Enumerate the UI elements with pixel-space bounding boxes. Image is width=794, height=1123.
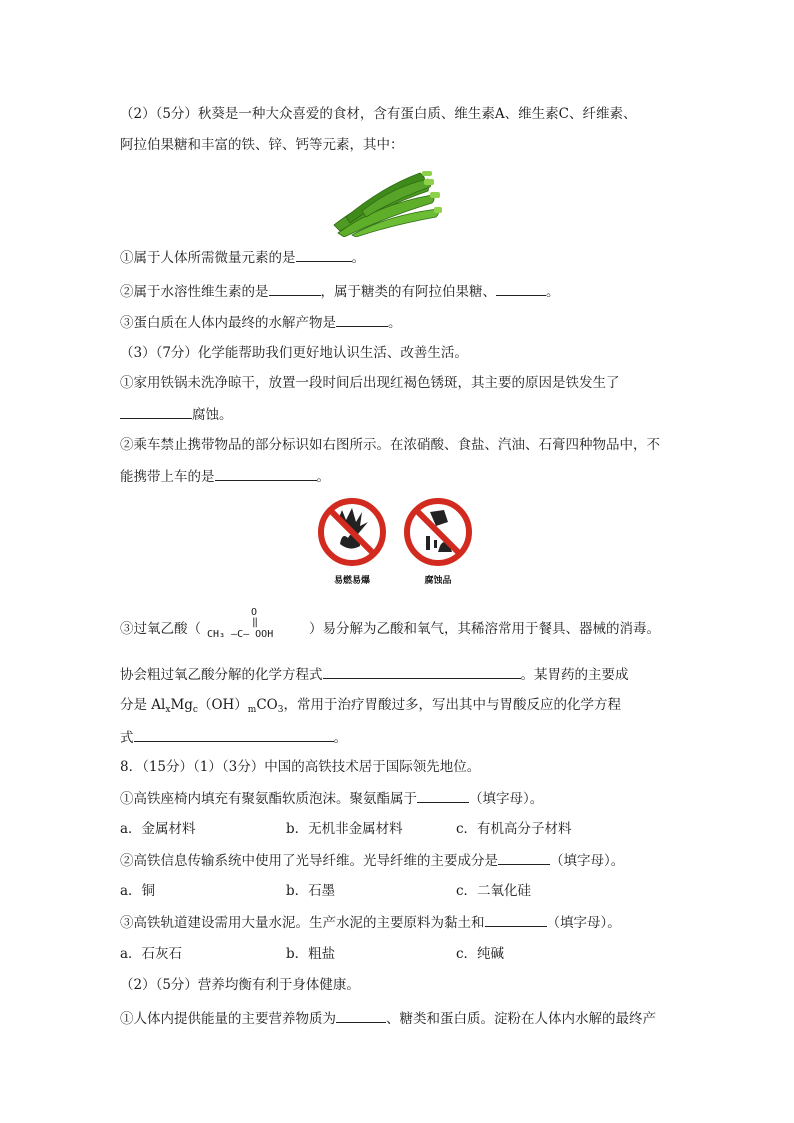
answer-blank[interactable] [269, 281, 321, 296]
q8-item1: ①高铁座椅内填充有聚氨酯软质泡沫。聚氨酯属于 （填字母）。 [120, 788, 543, 809]
option-b[interactable]: b．石墨 [286, 883, 336, 899]
option-b[interactable]: b．粗盐 [286, 946, 336, 962]
hazard-signs-image [318, 496, 478, 592]
q8-heading: 8．（15分）（1）（3分）中国的高铁技术居于国际领先地位。 [120, 759, 481, 775]
option-b[interactable]: b．无机非金属材料 [286, 821, 403, 837]
q7-part3-item2-line1: ②乘车禁止携带物品的部分标识如右图所示。在浓硝酸、食盐、汽油、石膏四种物品中，不 [120, 437, 660, 453]
q7-part3-item3-line1: ③过氧乙酸（ ）易分解为乙酸和氧气，其稀溶常用于餐具、器械的消毒。 [120, 621, 660, 637]
answer-blank[interactable] [336, 312, 388, 327]
q7-part3-item1-line1: ①家用铁锅未洗净晾干，放置一段时间后出现红褐色锈斑，其主要的原因是铁发生了 [120, 375, 620, 391]
answer-blank[interactable] [120, 404, 192, 419]
sign1-caption: 易燃易爆 [333, 576, 371, 586]
option-a[interactable]: a．石灰石 [120, 946, 183, 962]
option-c[interactable]: c．纯碱 [456, 946, 505, 962]
q7-part2-intro-line1: （2）（5分）秋葵是一种大众喜爱的食材，含有蛋白质、维生素A、维生素C、纤维素、 [120, 106, 637, 122]
answer-blank[interactable] [485, 912, 547, 927]
peracetic-acid-structural-formula [205, 607, 315, 645]
q8-part2-intro: （2）（5分）营养均衡有利于身体健康。 [120, 977, 360, 993]
q7-part2-intro-line2: 阿拉伯果糖和丰富的铁、锌、钙等元素，其中： [120, 137, 404, 153]
q8-item3-options [120, 944, 504, 964]
q7-part2-item3: ③蛋白质在人体内最终的水解产物是 。 [120, 312, 402, 333]
q8-item2: ②高铁信息传输系统中使用了光导纤维。光导纤维的主要成分是 （填字母）。 [120, 850, 624, 871]
q8-part2-item1: ①人体内提供能量的主要营养物质为 、糖类和蛋白质。淀粉在人体内水解的最终产 [120, 1008, 656, 1029]
q8-item2-options [120, 881, 531, 901]
answer-blank[interactable] [215, 466, 317, 481]
q7-part2-item2: ②属于水溶性维生素的是 ，属于糖类的有阿拉伯果糖、 。 [120, 281, 560, 302]
explosive-sign-icon [321, 501, 383, 586]
answer-blank[interactable] [134, 727, 334, 742]
corrosive-sign-icon [407, 501, 469, 586]
q7-part3-intro: （3）（7分）化学能帮助我们更好地认识生活、改善生活。 [120, 345, 468, 361]
sign2-caption: 腐蚀品 [424, 576, 452, 586]
q7-part3-item1-line2: 腐蚀。 [120, 404, 233, 425]
q7-part3-item3-line3: 分是 $Al_xMg_c(OH)_mCO_3$，常用于治疗胃酸过多，写出其中与胃酸反应的化学方程 [120, 697, 621, 715]
formula-double-bond: ‖ [252, 617, 259, 628]
q7-part3-item3-line2: 协会粗过氧乙酸分解的化学方程式 。某胃药的主要成 [120, 664, 629, 685]
answer-blank[interactable] [417, 788, 469, 803]
answer-blank[interactable] [323, 664, 521, 679]
q7-part3-item3-line4: 式 。 [120, 727, 347, 748]
q8-item3: ③高铁轨道建设需用大量水泥。生产水泥的主要原料为黏土和 （填字母）。 [120, 912, 621, 933]
option-a[interactable]: a．金属材料 [120, 821, 196, 837]
option-a[interactable]: a．铜 [120, 883, 156, 899]
q7-part2-item1: ①属于人体所需微量元素的是 。 [120, 247, 365, 268]
option-c[interactable]: c．二氧化硅 [456, 883, 532, 899]
formula-main-chain: CH₃ —C— OOH [207, 629, 274, 640]
answer-blank[interactable] [336, 1008, 386, 1023]
option-c[interactable]: c．有机高分子材料 [456, 821, 572, 837]
q7-part3-item2-line2: 能携带上车的是 。 [120, 466, 330, 487]
answer-blank[interactable] [498, 850, 550, 865]
answer-blank[interactable] [296, 247, 352, 262]
answer-blank[interactable] [496, 281, 546, 296]
q8-item1-options [120, 819, 572, 839]
formula-oxygen: O [251, 607, 258, 618]
okra-image [332, 165, 442, 237]
